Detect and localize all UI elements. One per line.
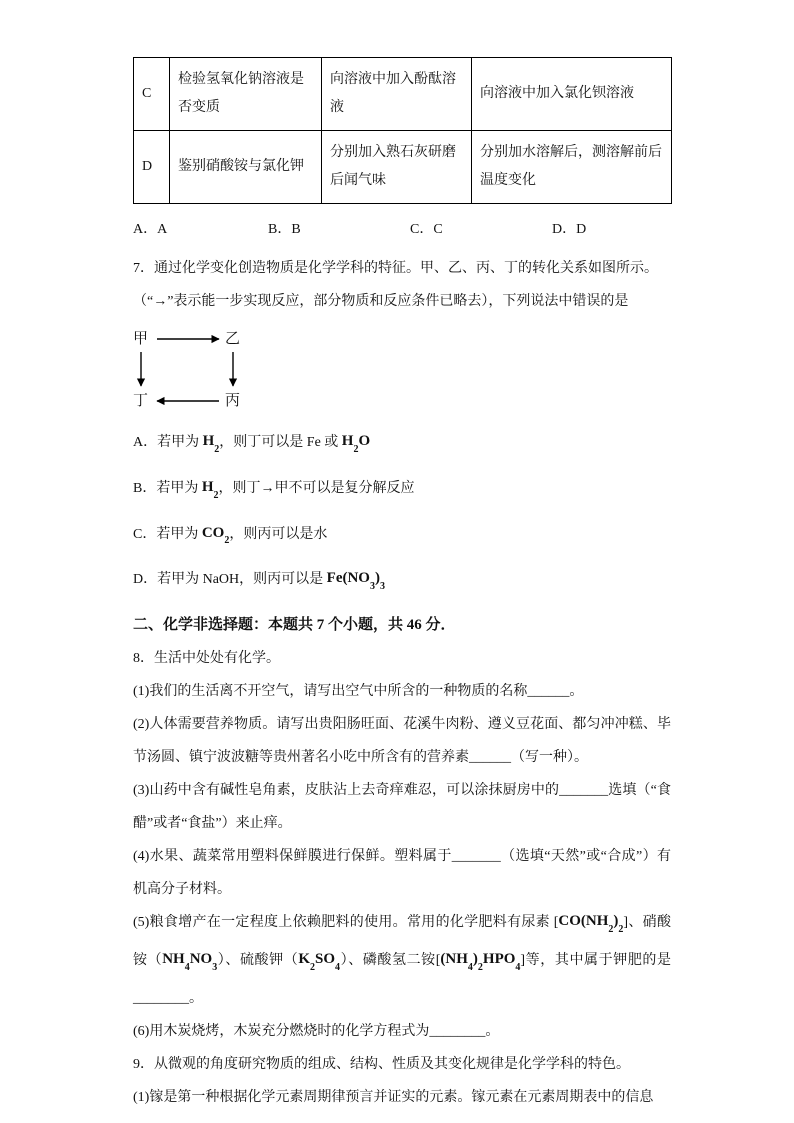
row-option-label: D	[134, 131, 170, 204]
answer-choice-a: A．A	[133, 222, 168, 237]
table-row	[134, 131, 672, 204]
question-9	[133, 1048, 671, 1114]
question-8-title: 8．生活中处处有化学。	[133, 651, 280, 667]
q7-option-a: A．若甲为 $H_2$，则丁可以是 Fe 或 $H_2O$	[133, 433, 371, 455]
diagram-node-yi: 乙	[225, 331, 241, 347]
q7-option-c: C．若甲为 $CO_2$，则丙可以是水	[133, 524, 328, 547]
row-scheme-1: 分别加入熟石灰研磨后闻气味	[322, 131, 472, 204]
answer-choices-row	[133, 220, 671, 240]
question-7-text-line1: 7．通过化学变化创造物质是化学学科的特征。甲、乙、丙、丁的转化关系如图所示。	[133, 261, 658, 276]
row-scheme-1: 向溶液中加入酚酞溶液	[322, 58, 472, 131]
question-7	[133, 252, 671, 605]
section-2-title: 二、化学非选择题：本题共 7 个小题，共 46 分．	[133, 617, 456, 634]
answer-choice-b: B．B	[268, 222, 301, 237]
q8-item-3: (3)山药中含有碱性皂角素，皮肤沾上去奇痒难忍，可以涂抹厨房中的_______选填（“食醋”或者“食盐”）来止痒。	[133, 783, 671, 832]
answer-choice-d: D．D	[552, 222, 587, 237]
q7-option-d: D．若甲为 NaOH，则丙可以是 $Fe(NO_3)_3$	[133, 570, 385, 593]
q9-item-1: (1)镓是第一种根据化学元素周期律预言并证实的元素。镓元素在元素周期表中的信息	[133, 1089, 654, 1105]
q8-item-2: (2)人体需要营养物质。请写出贵阳肠旺面、花溪牛肉粉、遵义豆花面、都匀冲冲糕、毕节汤圆、镇宁波波糖等贵州著名小吃中所含有的营养素______（写一种）。	[133, 717, 671, 766]
row-option-label: C	[134, 58, 170, 131]
q8-item-1: (1)我们的生活离不开空气，请写出空气中所含的一种物质的名称______。	[133, 684, 584, 700]
row-scheme-2: 向溶液中加入氯化钡溶液	[472, 58, 672, 131]
diagram-arrows	[133, 328, 265, 416]
question-7-text-line2: （“→”表示能一步实现反应，部分物质和反应条件已略去），下列说法中错误的是	[133, 294, 629, 309]
row-purpose: 鉴别硝酸铵与氯化钾	[170, 131, 322, 204]
q7-option-b: B．若甲为 $H_2$，则丁→甲不可以是复分解反应	[133, 478, 415, 501]
question-8	[133, 642, 671, 1048]
experiment-options-table	[133, 57, 672, 204]
diagram-node-ding: 丁	[133, 393, 149, 409]
q8-item-6: (6)用木炭烧烤，木炭充分燃烧时的化学方程式为________。	[133, 1023, 500, 1039]
answer-choice-c: C．C	[410, 222, 443, 237]
table-row	[134, 58, 672, 131]
q8-item-4: (4)水果、蔬菜常用塑料保鲜膜进行保鲜。塑料属于_______（选填“天然”或“合成”）有机高分子材料。	[133, 849, 671, 898]
diagram-node-jia: 甲	[133, 331, 149, 347]
row-scheme-2: 分别加水溶解后，测溶解前后温度变化	[472, 131, 672, 204]
question-9-title: 9．从微观的角度研究物质的组成、结构、性质及其变化规律是化学学科的特色。	[133, 1056, 630, 1072]
diagram-node-bing: 丙	[225, 393, 241, 409]
q8-item-5: (5)粮食增产在一定程度上依赖肥料的使用。常用的化学肥料有尿素 $[CO(NH_2)_2]$、硝酸铵$(NH_4NO_3)$、硫酸钾$(K_2SO_4)$、磷酸氢二铵$[(NH_4)_2HPO_4]$等，其中属于钾肥的是________。	[133, 913, 671, 1006]
transformation-diagram	[133, 328, 265, 416]
row-purpose: 检验氢氧化钠溶液是否变质	[170, 58, 322, 131]
